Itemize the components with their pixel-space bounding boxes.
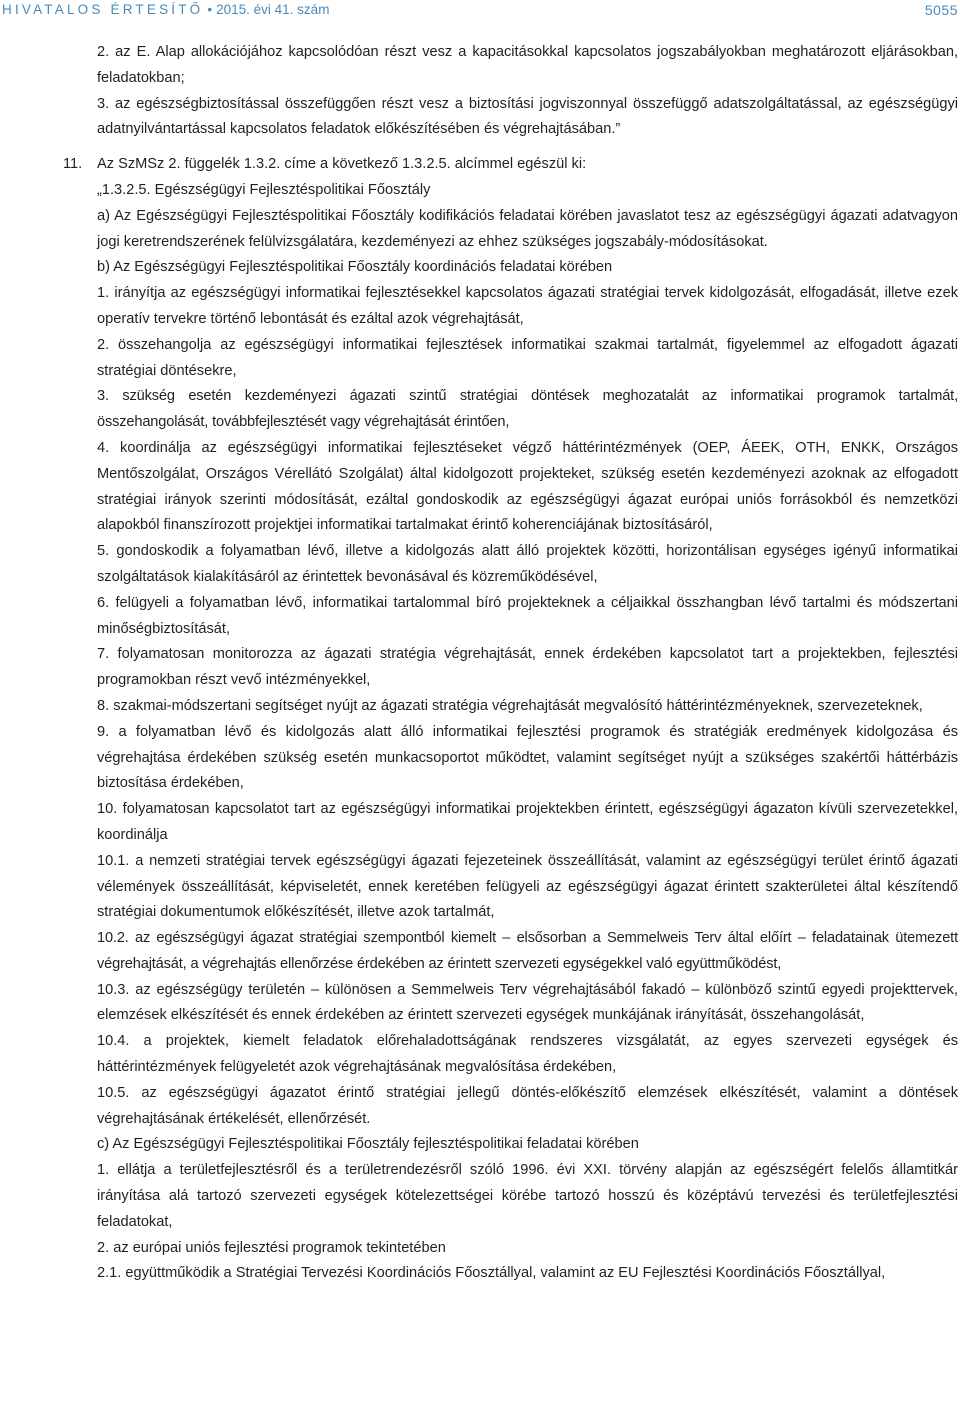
header-separator: •: [207, 2, 213, 17]
paragraph: 2. az E. Alap allokációjához kapcsolódóan részt vesz a kapacitásokkal kapcsolatos jogszabályokban meghatározott eljárásokban, feladatokban;: [97, 44, 958, 86]
paragraph: 1. irányítja az egészségügyi informatikai fejlesztésekkel kapcsolatos ágazati stratégiai tervek kidolgozását, elfogadását, illetve ezek operatív tervekre történő lebontását és ezáltal azok végrehajtását,: [97, 285, 958, 327]
page-header: [2, 0, 960, 20]
paragraph: 10. folyamatosan kapcsolatot tart az egészségügyi informatikai projektekben érintett, egészségügyi ágazaton kívüli szervezetekkel, koordinálja: [97, 801, 958, 843]
paragraph: 9. a folyamatban lévő és kidolgozás alatt álló informatikai fejlesztési programok és stratégiák eredmények kidolgozása és végrehajtása érdekében szükség esetén munkacsoportot működtet, valamint segítséget nyújt a szükséges szakértői háttérbázis biztosítása érdekében,: [97, 723, 958, 792]
paragraph: c) Az Egészségügyi Fejlesztéspolitikai Főosztály fejlesztéspolitikai feladatai körében: [97, 1136, 639, 1153]
document-body: [63, 40, 958, 1287]
paragraph: 10.2. az egészségügyi ágazat stratégiai szempontból kiemelt – elsősorban a Semmelweis Terv által előírt – feladatainak ütemezett végrehajtását, a végrehajtás ellenőrzése érdekében az érintett szervezeti egységekkel való együttműködést,: [97, 930, 958, 972]
paragraph: b) Az Egészségügyi Fejlesztéspolitikai Főosztály koordinációs feladatai körében: [97, 259, 613, 276]
publication-info: [2, 0, 329, 20]
paragraph: 6. felügyeli a folyamatban lévő, informatikai tartalommal bíró projekteknek a céljaikkal összhangban lévő tartalmi és módszertani minőségbiztosítását,: [97, 594, 958, 637]
section-heading: [63, 152, 958, 178]
paragraph: 7. folyamatosan monitorozza az ágazati stratégia végrehajtását, ennek érdekében kapcsolatot tart a projektekben, fejlesztési programokban részt vevő intézményekkel,: [97, 646, 958, 689]
section-number: 11.: [63, 156, 83, 173]
paragraph: 3. szükség esetén kezdeményezi ágazati szintű stratégiai döntések meghozatalát az informatikai programok tartalmát, összehangolását, továbbfejlesztését vagy végrehajtását érintően,: [97, 388, 958, 431]
paragraph: 10.1. a nemzeti stratégiai tervek egészségügyi ágazati fejezeteinek összeállítását, valamint az egészségügyi terület érintő ágazati vélemények összeállítását, képviseletét, ennek keretében felügyeli az egészségügyi ágazat érintett szakterületei által készítendő stratégiai dokumentumok előkészítését, illetve azok tartalmát,: [97, 852, 958, 921]
subsection-title: „1.3.2.5. Egészségügyi Fejlesztéspolitikai Főosztály: [97, 181, 431, 198]
paragraph: 2. az európai uniós fejlesztési programok tekintetében: [97, 1239, 446, 1256]
paragraph: 4. koordinálja az egészségügyi informatikai fejlesztéseket végző háttérintézmények (OEP, ÁEEK, OTH, ENKK, Országos Mentőszolgálat, Országos Vérellátó Szolgálat) által kidolgozott projekteket, szükség esetén kezdeményezi azoknak az elfogadott stratégiai irányok szerinti módosítását, ezáltal gondoskodik az egészségügyi ágazat európai uniós forrásokból és nemzetközi alapokból finanszírozott projektjei informatikai tartalmakat érintő koherenciájának biztosításáról,: [97, 439, 958, 534]
paragraph: 1. ellátja a területfejlesztésről és a területrendezésről szóló 1996. évi XXI. törvény alapján az egészségért felelős államtitkár irányítása alá tartozó szervezeti egységek kötelezettségei körébe tartozó hosszú és középtávú tervezési és területfejlesztési feladatokat,: [97, 1162, 958, 1230]
publication-title: HIVATALOS ÉRTESÍTŐ: [2, 2, 204, 17]
paragraph: 3. az egészségbiztosítással összefüggően részt vesz a biztosítási jogviszonnyal összefüggő adatszolgáltatással, az egészségügyi adatnyilvántartással kapcsolatos feladatok előkészítésében és végrehajtásában.”: [97, 95, 958, 138]
paragraph: 5. gondoskodik a folyamatban lévő, illetve a kidolgozás alatt álló projektek közötti, horizontálisan egységes igényű informatikai szolgáltatások kialakításáról az érintettek bevonásával és közreműködésével,: [97, 543, 958, 585]
paragraph: a) Az Egészségügyi Fejlesztéspolitikai Főosztály kodifikációs feladatai körében javaslatot tesz az egészségügyi ágazati adatvagyon jogi keretrendszerének felülvizsgálatára, kezdeményezi az ehhez szükséges jogszabály-módosításokat.: [97, 207, 958, 250]
paragraph: 8. szakmai-módszertani segítséget nyújt az ágazati stratégia végrehajtását megvalósító háttérintézményeknek, szervezeteknek,: [97, 697, 923, 714]
paragraph: 2.1. együttműködik a Stratégiai Tervezési Koordinációs Főosztállyal, valamint az EU Fejlesztési Koordinációs Főosztállyal,: [97, 1265, 886, 1282]
paragraph: 10.5. az egészségügyi ágazatot érintő stratégiai jellegű döntés-előkészítő elemzések elkészítését, valamint a döntések végrehajtásának értékelését, ellenőrzését.: [97, 1084, 958, 1127]
issue-label: 2015. évi 41. szám: [216, 2, 330, 17]
section-text: Az SzMSz 2. függelék 1.3.2. címe a következő 1.3.2.5. alcímmel egészül ki:: [97, 156, 587, 173]
paragraph: 10.4. a projektek, kiemelt feladatok előrehaladottságának rendszeres vizsgálatát, az egyes szervezeti egységek és háttérintézmények felügyeletét azok végrehajtásának megvalósítása érdekében,: [97, 1033, 958, 1076]
page-number: 5055: [924, 2, 958, 18]
paragraph: 2. összehangolja az egészségügyi informatikai fejlesztések informatikai szakmai tartalmát, figyelemmel az elfogadott ágazati stratégiai döntésekre,: [97, 336, 958, 379]
paragraph: 10.3. az egészségügy területén – különösen a Semmelweis Terv végrehajtásából fakadó – különböző szintű egyedi projekttervek, elemzések elkészítését és ennek érdekében az érintett szervezeti egységek munkájának irányítását, összehangolását,: [97, 981, 958, 1024]
